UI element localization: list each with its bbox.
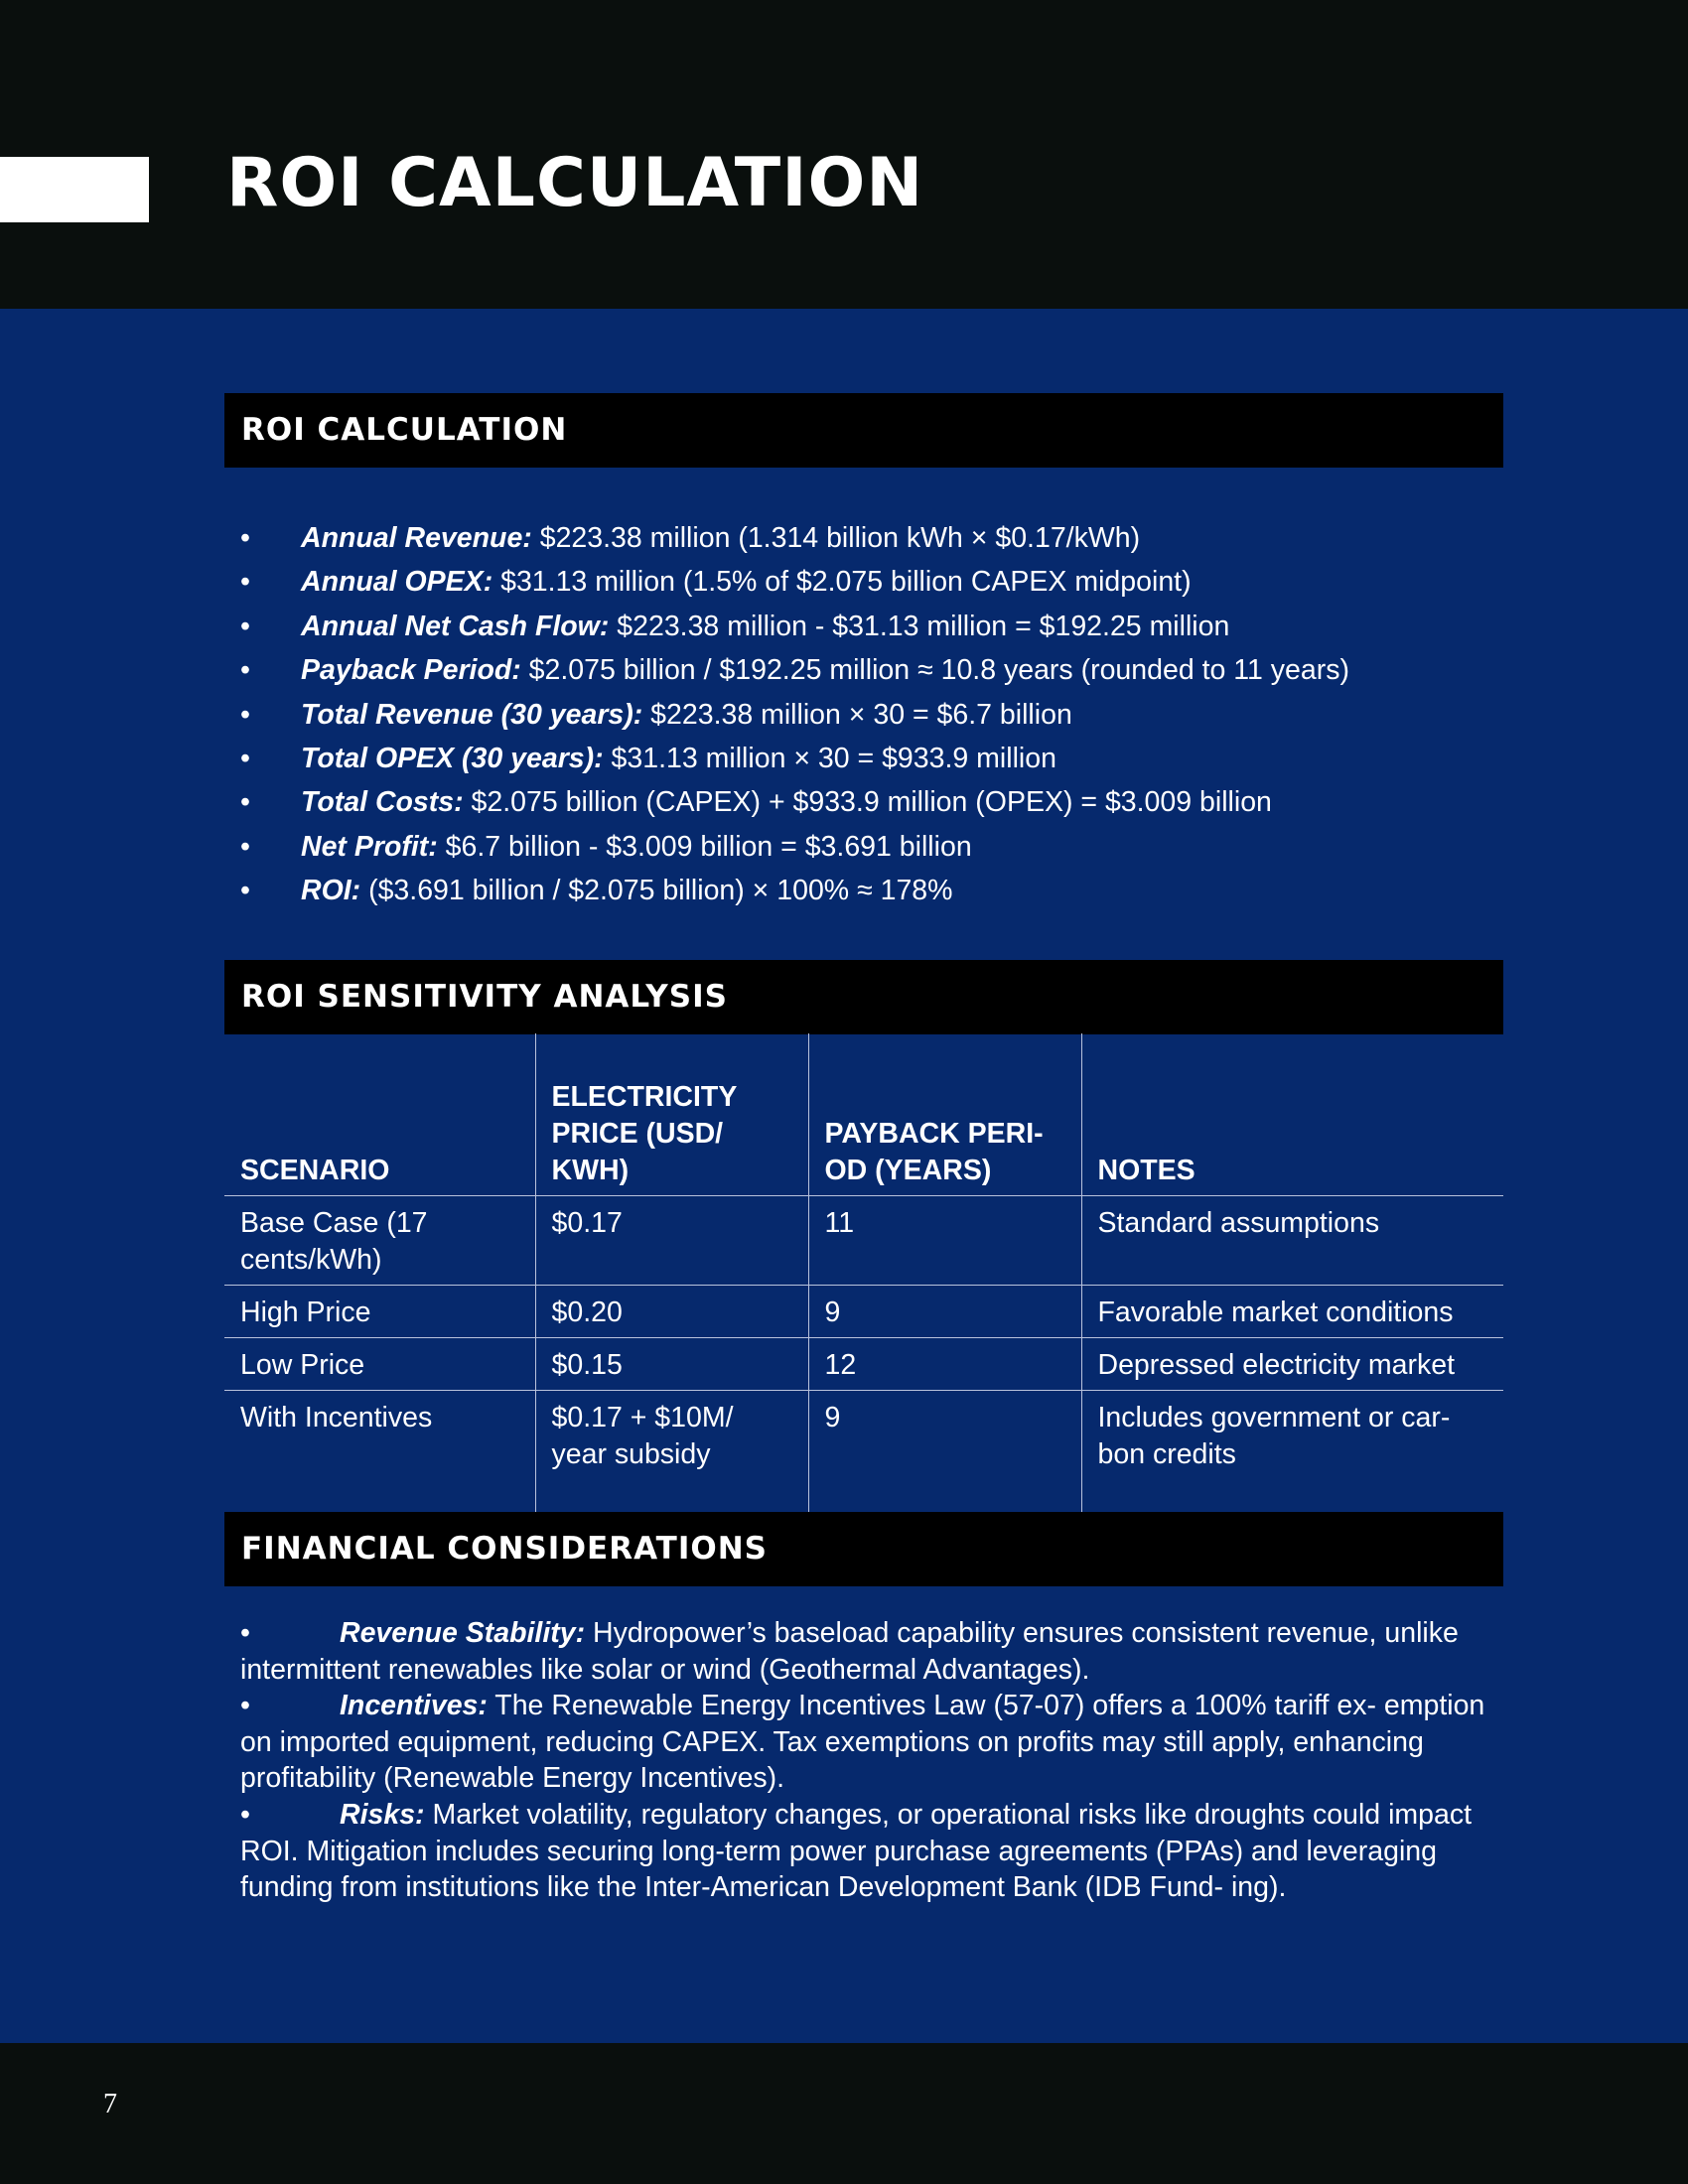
roi-term: Total OPEX (30 years): [301, 742, 604, 774]
list-item [224, 737, 1515, 780]
table-row [224, 1337, 1503, 1390]
sensitivity-section-heading: ROI SENSITIVITY ANALYSIS [224, 960, 1503, 1034]
table-cell: 9 [808, 1390, 1081, 1514]
list-item [224, 516, 1515, 560]
roi-list [224, 516, 1515, 913]
list-item [224, 780, 1515, 824]
consideration-text: Hydropower’s baseload capability ensures consistent revenue, unlike intermittent renewables like solar or wind (Geothermal Advantages). [240, 1617, 1459, 1686]
table-cell: $0.20 [535, 1285, 808, 1337]
paragraph [240, 1797, 1503, 1906]
bullet: • [240, 830, 250, 863]
table-cell: Favorable market conditions [1081, 1285, 1503, 1337]
bullet: • [240, 654, 250, 687]
roi-value: ($3.691 billion / $2.075 billion) × 100% ≈ 178% [360, 875, 953, 907]
roi-section-heading: ROI CALCULATION [224, 393, 1503, 468]
table-cell: Standard assumptions [1081, 1195, 1503, 1285]
table-cell: $0.17 + $10M/ year subsidy [535, 1390, 808, 1514]
list-item [224, 648, 1515, 692]
consideration-term: Incentives: [340, 1690, 488, 1722]
list-item [224, 560, 1515, 604]
roi-term: Total Costs: [301, 786, 464, 819]
roi-value: $223.38 million × 30 = $6.7 billion [642, 698, 1072, 731]
list-item [224, 605, 1515, 648]
list-item [224, 869, 1515, 912]
title-accent-bar [0, 157, 149, 222]
table-row [224, 1390, 1503, 1514]
table-cell: Depressed electricity market [1081, 1337, 1503, 1390]
list-item [224, 825, 1515, 869]
list-item [224, 693, 1515, 737]
table-cell: With Incentives [240, 1401, 433, 1433]
roi-term: Payback Period: [301, 654, 521, 687]
roi-term: Total Revenue (30 years): [301, 698, 643, 731]
column-header: SCENARIO [224, 1033, 535, 1195]
page-number: 7 [103, 2089, 117, 2119]
roi-value: $31.13 million × 30 = $933.9 million [603, 742, 1056, 774]
bottom-band [0, 2043, 1688, 2184]
roi-value: $6.7 billion - $3.009 billion = $3.691 billion [437, 830, 972, 863]
table-cell: 9 [808, 1285, 1081, 1337]
bullet: • [240, 698, 250, 731]
considerations-text [240, 1615, 1503, 1906]
table-cell: Includes government or car- bon credits [1081, 1390, 1503, 1514]
table-cell: $0.15 [535, 1337, 808, 1390]
bullet: • [240, 610, 250, 642]
page-title: ROI CALCULATION [226, 144, 924, 222]
sensitivity-table [224, 1033, 1503, 1514]
column-header: ELECTRICITY PRICE (USD/ KWH) [535, 1033, 808, 1195]
paragraph [240, 1615, 1503, 1688]
bullet: • [240, 786, 250, 819]
consideration-term: Risks: [340, 1798, 425, 1831]
considerations-section-heading: FINANCIAL CONSIDERATIONS [224, 1512, 1503, 1586]
roi-value: $2.075 billion (CAPEX) + $933.9 million (OPEX) = $3.009 billion [463, 786, 1272, 819]
bullet: • [240, 566, 250, 599]
bullet: • [240, 1690, 250, 1722]
table-cell: 12 [808, 1337, 1081, 1390]
column-header: PAYBACK PERI- OD (YEARS) [808, 1033, 1081, 1195]
table-cell: $0.17 [535, 1195, 808, 1285]
column-header: NOTES [1081, 1033, 1503, 1195]
roi-term: Annual Revenue: [301, 522, 532, 554]
roi-term: Annual Net Cash Flow: [301, 610, 610, 642]
bullet: • [240, 742, 250, 774]
bullet: • [240, 875, 250, 907]
roi-value: $223.38 million (1.314 billion kWh × $0.17/kWh) [531, 522, 1141, 554]
consideration-term: Revenue Stability: [340, 1617, 586, 1649]
roi-value: $223.38 million - $31.13 million = $192.25 million [609, 610, 1230, 642]
roi-term: ROI: [301, 875, 361, 907]
paragraph [240, 1688, 1503, 1797]
table-row [224, 1285, 1503, 1337]
roi-value: $31.13 million (1.5% of $2.075 billion CAPEX midpoint) [492, 566, 1192, 599]
roi-value: $2.075 billion / $192.25 million ≈ 10.8 years (rounded to 11 years) [520, 654, 1349, 687]
consideration-text: Market volatility, regulatory changes, or operational risks like droughts could impact ROI. Mitigation includes securing long-term power purchase agreements (PPAs) and leveraging funding from institutions like the Inter-American Development Bank (IDB Fund- ing). [240, 1798, 1473, 1904]
table-row [224, 1195, 1503, 1285]
consideration-text: The Renewable Energy Incentives Law (57-07) offers a 100% tariff ex- emption on imported equipment, reducing CAPEX. Tax exemptions on profits may still apply, enhancing profitability (Renewable Energy Incentives). [240, 1690, 1485, 1795]
bullet: • [240, 1798, 250, 1831]
table-cell: High Price [224, 1285, 535, 1337]
roi-term: Annual OPEX: [301, 566, 493, 599]
bullet: • [240, 522, 250, 554]
table-cell: Base Case (17 cents/kWh) [224, 1195, 535, 1285]
table-cell: 11 [808, 1195, 1081, 1285]
table-header-row [224, 1033, 1503, 1195]
bullet: • [240, 1617, 250, 1649]
roi-term: Net Profit: [301, 830, 438, 863]
table-cell: Low Price [224, 1337, 535, 1390]
